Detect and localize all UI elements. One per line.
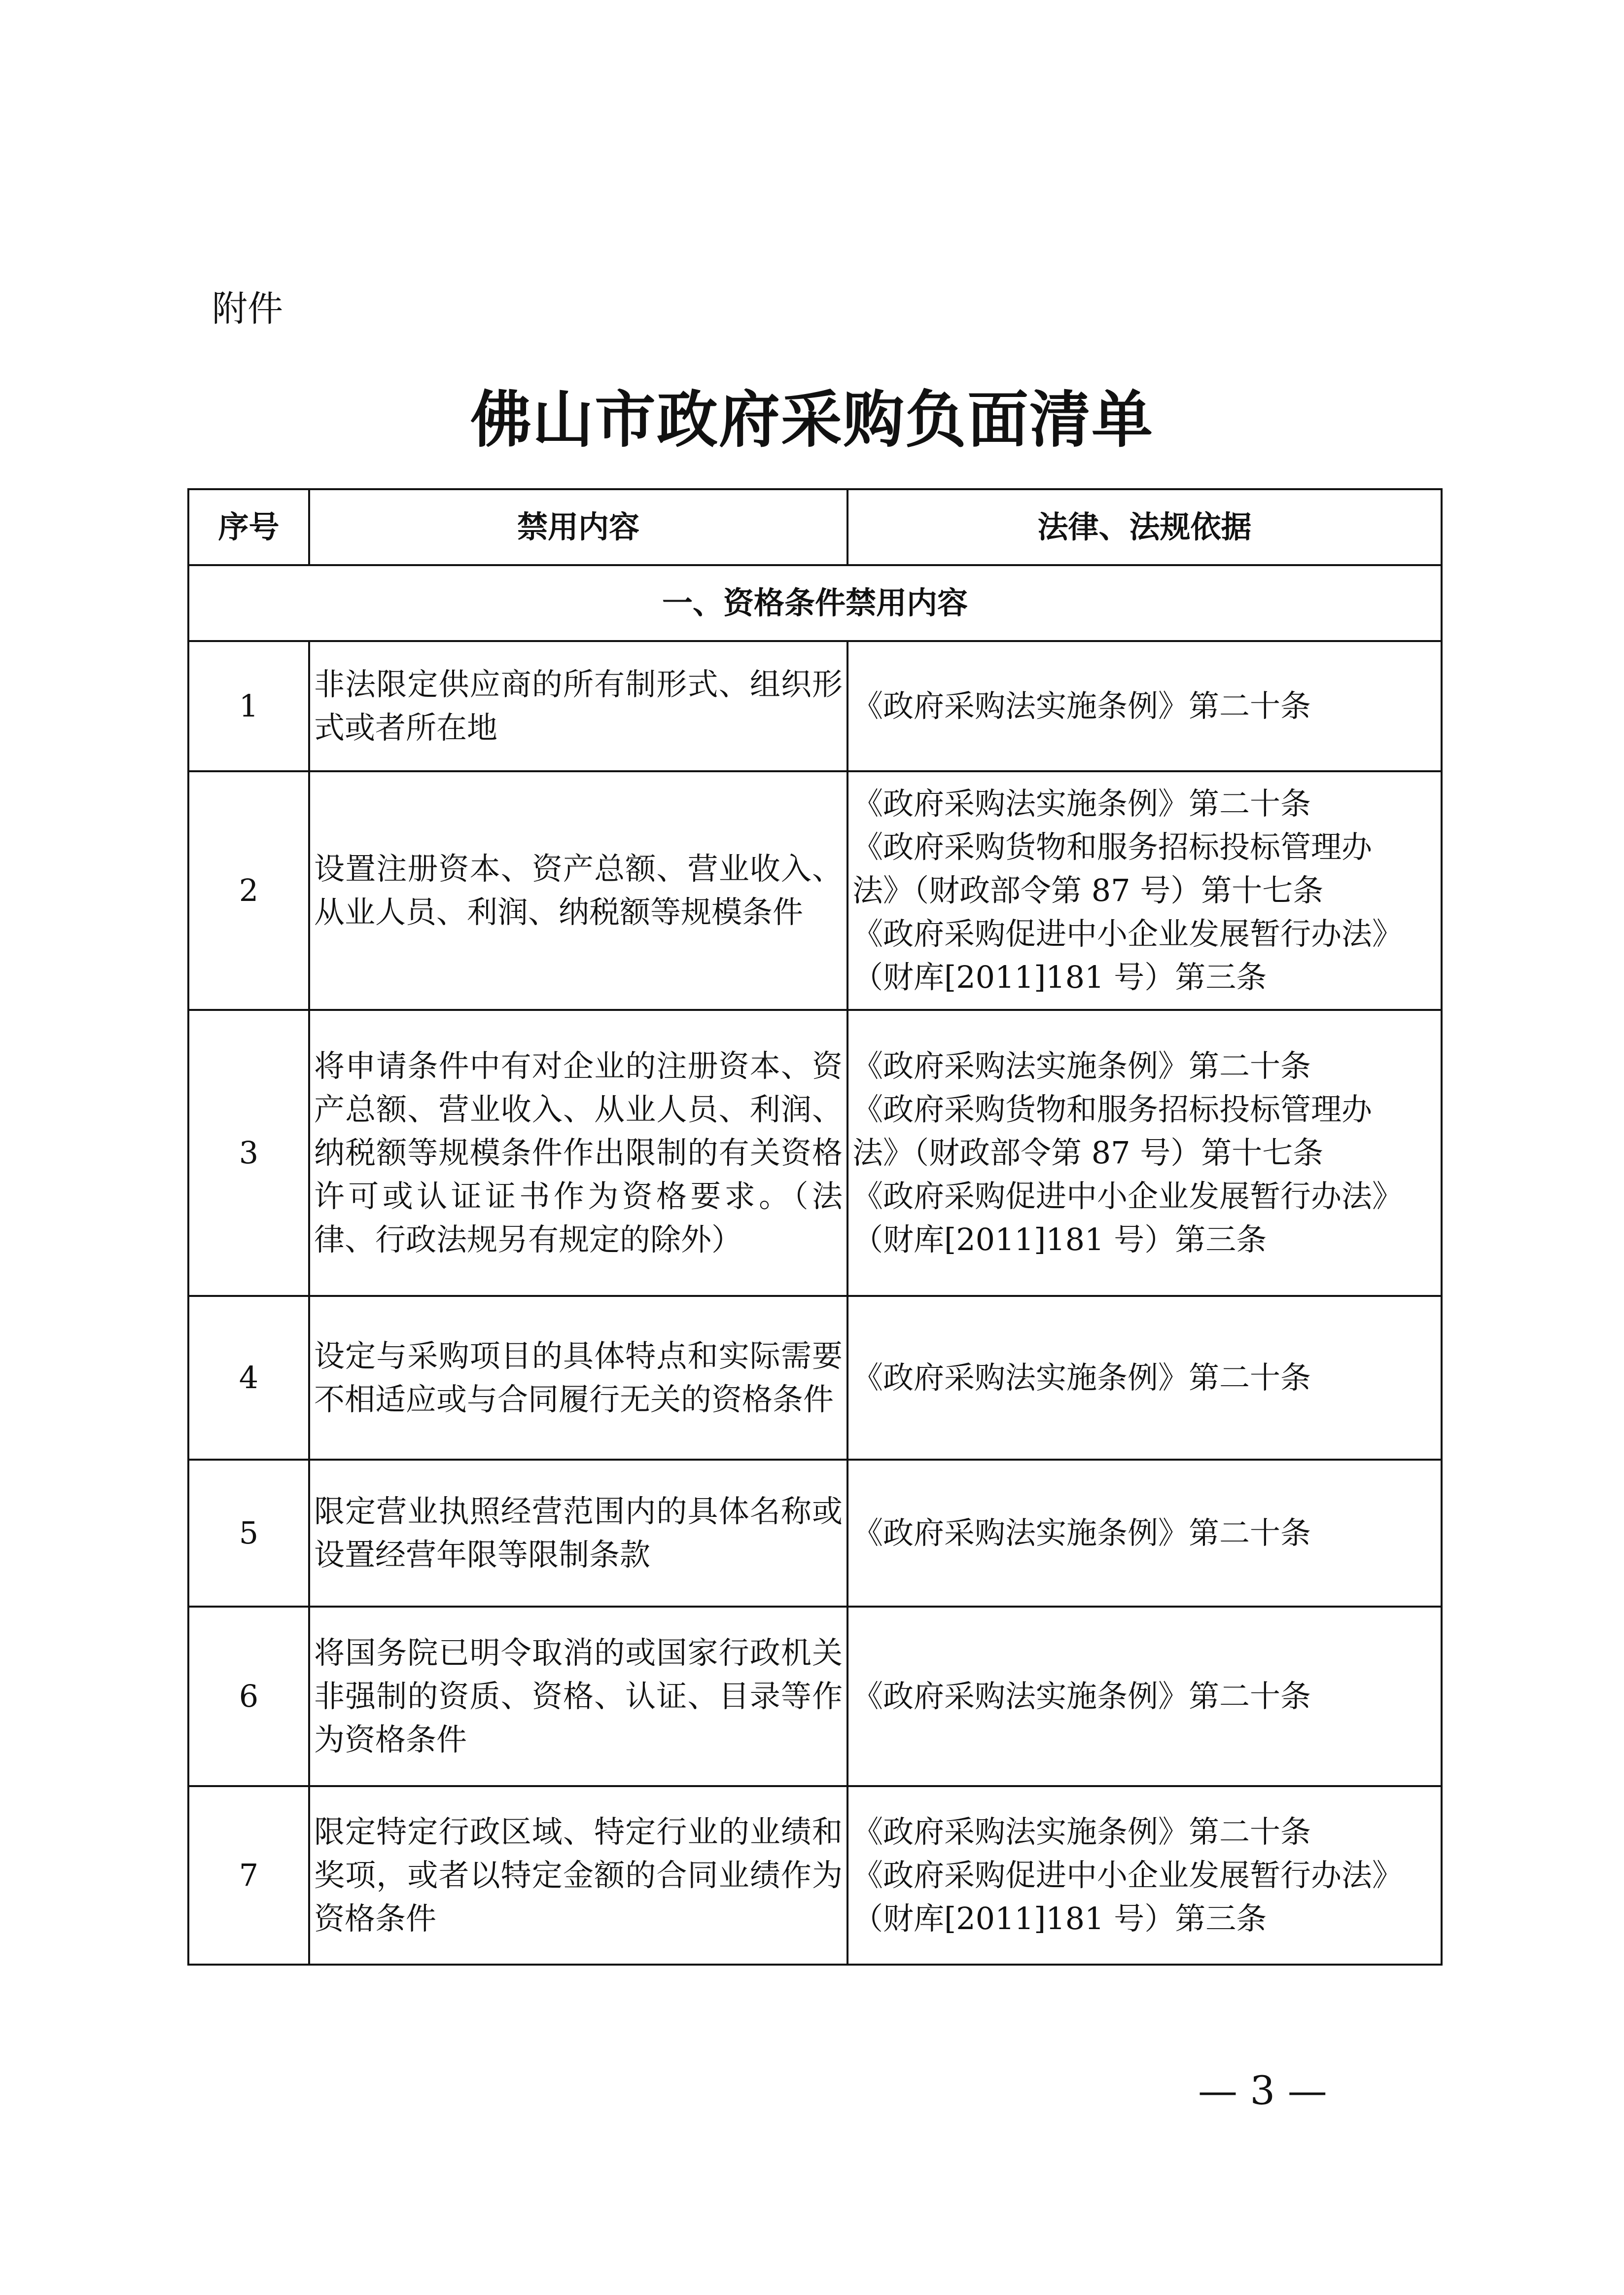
table-header-row: [188, 489, 1442, 565]
table-row: [188, 1607, 1442, 1786]
row-index: 4: [188, 1296, 309, 1460]
row-content: 限定特定行政区域、特定行业的业绩和奖项，或者以特定金额的合同业绩作为资格条件: [309, 1786, 847, 1965]
basis-line: 《政府采购法实施条例》第二十条: [852, 1360, 1311, 1396]
row-basis: [847, 1607, 1442, 1786]
row-content: 将申请条件中有对企业的注册资本、资产总额、营业收入、从业人员、利润、纳税额等规模条件作出限制的有关资格许可或认证证书作为资格要求。（法律、行政法规另有规定的除外）: [309, 1010, 847, 1296]
basis-line: 法》（财政部令第 87 号）第十七条: [852, 872, 1324, 908]
row-basis: [847, 1786, 1442, 1965]
row-index: 5: [188, 1460, 309, 1607]
table-row: [188, 641, 1442, 771]
row-index: 3: [188, 1010, 309, 1296]
table-row: [188, 771, 1442, 1010]
document-title: 佛山市政府采购负面清单: [470, 384, 1154, 456]
basis-line: 《政府采购促进中小企业发展暂行办法》: [852, 1857, 1403, 1893]
row-content: 非法限定供应商的所有制形式、组织形式或者所在地: [309, 641, 847, 771]
header-basis: 法律、法规依据: [847, 489, 1442, 565]
basis-line: 《政府采购法实施条例》第二十条: [852, 1048, 1311, 1084]
row-basis: [847, 1460, 1442, 1607]
header-index: 序号: [188, 489, 309, 565]
table-row: [188, 1786, 1442, 1965]
row-basis: [847, 771, 1442, 1010]
row-index: 2: [188, 771, 309, 1010]
table-row: [188, 1296, 1442, 1460]
attachment-label: 附件: [212, 288, 283, 329]
basis-line: 《政府采购货物和服务招标投标管理办: [852, 829, 1373, 865]
basis-line: 《政府采购法实施条例》第二十条: [852, 1814, 1311, 1850]
row-index: 7: [188, 1786, 309, 1965]
row-content: 将国务院已明令取消的或国家行政机关非强制的资质、资格、认证、目录等作为资格条件: [309, 1607, 847, 1786]
page-number: — 3 —: [1198, 2068, 1327, 2114]
section-row: [188, 565, 1442, 641]
header-content: 禁用内容: [309, 489, 847, 565]
table-row: [188, 1010, 1442, 1296]
basis-line: 《政府采购促进中小企业发展暂行办法》: [852, 1178, 1403, 1214]
row-content: 限定营业执照经营范围内的具体名称或设置经营年限等限制条款: [309, 1460, 847, 1607]
basis-line: 《政府采购法实施条例》第二十条: [852, 1515, 1311, 1551]
table-row: [188, 1460, 1442, 1607]
row-basis: [847, 641, 1442, 771]
section-title: 一、资格条件禁用内容: [188, 565, 1442, 641]
row-content: 设置注册资本、资产总额、营业收入、从业人员、利润、纳税额等规模条件: [309, 771, 847, 1010]
row-basis: [847, 1296, 1442, 1460]
basis-line: 《政府采购货物和服务招标投标管理办: [852, 1091, 1373, 1127]
basis-line: （财库[2011]181 号）第三条: [852, 959, 1267, 995]
row-index: 1: [188, 641, 309, 771]
row-index: 6: [188, 1607, 309, 1786]
basis-line: 《政府采购促进中小企业发展暂行办法》: [852, 916, 1403, 952]
basis-line: 《政府采购法实施条例》第二十条: [852, 688, 1311, 724]
basis-line: （财库[2011]181 号）第三条: [852, 1221, 1267, 1257]
basis-line: 《政府采购法实施条例》第二十条: [852, 1678, 1311, 1714]
basis-line: 《政府采购法实施条例》第二十条: [852, 786, 1311, 822]
basis-line: （财库[2011]181 号）第三条: [852, 1901, 1267, 1936]
row-basis: [847, 1010, 1442, 1296]
negative-list-table: [187, 488, 1443, 1966]
basis-line: 法》（财政部令第 87 号）第十七条: [852, 1135, 1324, 1171]
row-content: 设定与采购项目的具体特点和实际需要不相适应或与合同履行无关的资格条件: [309, 1296, 847, 1460]
